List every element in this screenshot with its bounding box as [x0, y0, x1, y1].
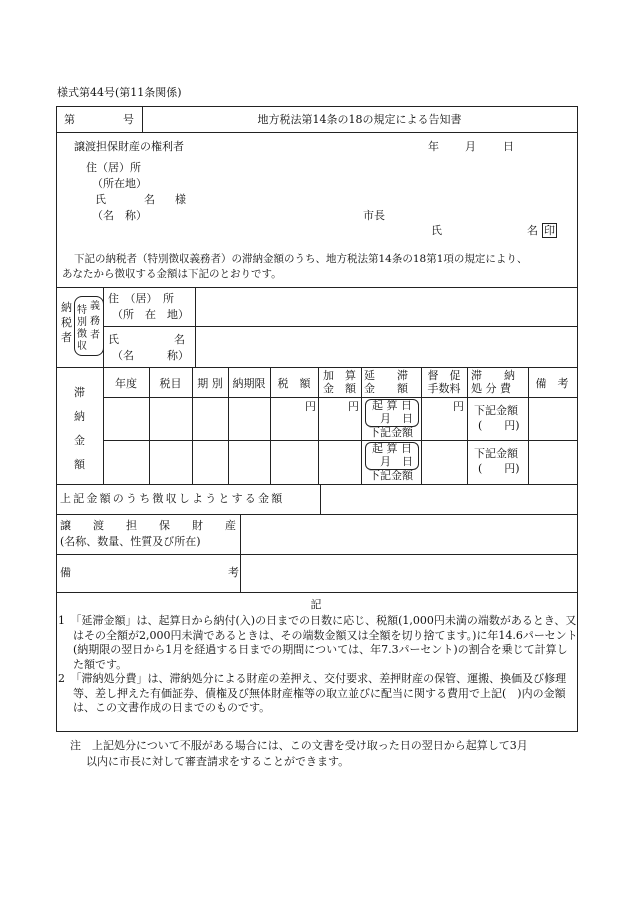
- col-tax-item: 税目: [159, 377, 182, 390]
- col-tax-amount: 税 額: [277, 377, 311, 390]
- note-item-2: 2 「滞納処分費」は、滞納処分による財産の差押え、交付要求、差押財産の保管、運搬、換価及び修理等、差し押えた有価証券、債権及び無体財産権等の取立並びに配当に関する費用で上記( )内の金額は、この文書作成の日までのものです。: [58, 672, 567, 714]
- below-amount-paren: ( 円): [478, 419, 520, 432]
- start-date-label: 起 算 日: [372, 399, 412, 412]
- yen-unit: 円: [453, 400, 464, 413]
- col-late-charge: 延 滞 金 額: [364, 369, 408, 395]
- below-amount-late: 下記金額: [369, 469, 413, 482]
- below-amount-late: 下記金額: [369, 426, 413, 439]
- notice-title: 地方税法第14条の18の規定による告知書: [257, 113, 462, 126]
- paren-label-tokubetsu: 特別: [77, 305, 87, 328]
- name-sama: 様: [175, 193, 186, 206]
- number-label-right: 号: [123, 113, 134, 126]
- signature-shi: 氏: [431, 224, 442, 237]
- remarks-label-right: 考: [228, 566, 239, 579]
- signature-mei: 名: [527, 224, 538, 237]
- col-fiscal-year: 年度: [115, 377, 137, 390]
- yen-unit: 円: [348, 400, 359, 413]
- col-period: 期 別: [197, 377, 223, 390]
- yen-unit: 円: [305, 400, 316, 413]
- col-dunning-fee: 督 促 手数料: [427, 369, 461, 395]
- arrears-side-char: 額: [74, 458, 85, 471]
- seal-mark: 印: [544, 224, 555, 237]
- below-amount-cost: 下記金額: [474, 404, 518, 417]
- taxpayer-name-label: 氏 名: [108, 333, 185, 346]
- name-alt-label: （名 称）: [92, 209, 147, 222]
- below-amount-paren: ( 円): [478, 462, 520, 475]
- start-date-label: 起 算 日: [372, 442, 412, 455]
- start-date-monthday: 月 日: [380, 455, 413, 468]
- number-label-left: 第: [64, 113, 75, 126]
- col-remarks: 備 考: [535, 377, 569, 390]
- arrears-side-char: 滞: [74, 386, 85, 399]
- note-item-1: 1 「延滞金額」は、起算日から納付(入)の日までの日数に応じ、税額(1,000円未満の端数があるとき、又はその全額が2,000円未満であるときは、その端数金額又は全額を切り捨てます。)に年14.6パーセント(納期限の翌日から1月を経過する日までの期間については、年7.3パーセント)の割合を乗じて計算した額です。: [58, 614, 578, 671]
- addressee-label: 譲渡担保財産の権利者: [74, 140, 184, 153]
- location-label: （所在地）: [92, 177, 147, 190]
- col-due-date: 納期限: [232, 377, 266, 390]
- taxpayer-side-char: 者: [61, 331, 72, 344]
- paren-label-choshu: 徴収: [77, 329, 87, 352]
- residence-label: 住（居）所: [86, 161, 141, 174]
- footer-line-2: 以内に市長に対して審査請求をすることができます。: [86, 755, 350, 768]
- property-label: 譲 渡 担 保 財 産: [60, 519, 236, 532]
- col-additional-tax: 加 算 金 額: [323, 369, 356, 395]
- form-label: 様式第44号(第11条関係): [57, 86, 182, 99]
- mayor-label: 市長: [363, 209, 385, 222]
- intro-line-1: 下記の納税者（特別徴収義務者）の滞納金額のうち、地方税法第14条の18第1項の規定により、: [74, 253, 528, 265]
- below-amount-cost: 下記金額: [474, 447, 518, 460]
- paren-label-gimusha: 務者: [90, 316, 100, 341]
- name-mei: 名: [144, 193, 155, 206]
- taxpayer-address-label: 住 （居） 所: [108, 292, 174, 305]
- date-year: 年: [428, 140, 439, 153]
- arrears-side-char: 納: [74, 410, 85, 423]
- arrears-side-label: [56, 381, 103, 477]
- taxpayer-side-char: 税: [61, 316, 72, 329]
- taxpayer-name-sub: （名 称）: [112, 349, 189, 362]
- taxpayer-address-sub: （所 在 地）: [112, 308, 189, 321]
- start-date-monthday: 月 日: [380, 412, 413, 425]
- col-disposition-cost: 滞 納 処 分 費: [471, 369, 515, 395]
- collect-amount-label: 上記金額のうち徴収しようとする金額: [60, 492, 285, 505]
- arrears-side-char: 金: [74, 434, 85, 447]
- notes-heading: 記: [310, 598, 322, 611]
- taxpayer-side-char: 納: [61, 301, 72, 314]
- taxpayer-side-label: [61, 300, 73, 345]
- paren-label-gi: 義: [90, 301, 100, 312]
- remarks-label-left: 備: [60, 566, 71, 579]
- footer-line-1: 注 上記処分について不服がある場合には、この文書を受け取った日の翌日から起算して3月: [70, 739, 528, 752]
- name-shi: 氏: [95, 193, 106, 206]
- date-day: 日: [503, 140, 514, 153]
- date-month: 月: [465, 140, 476, 153]
- intro-line-2: あなたから徴収する金額は下記のとおりです。: [62, 268, 282, 280]
- notes-block: [58, 614, 578, 716]
- property-sub: (名称、数量、性質及び所在): [60, 535, 201, 548]
